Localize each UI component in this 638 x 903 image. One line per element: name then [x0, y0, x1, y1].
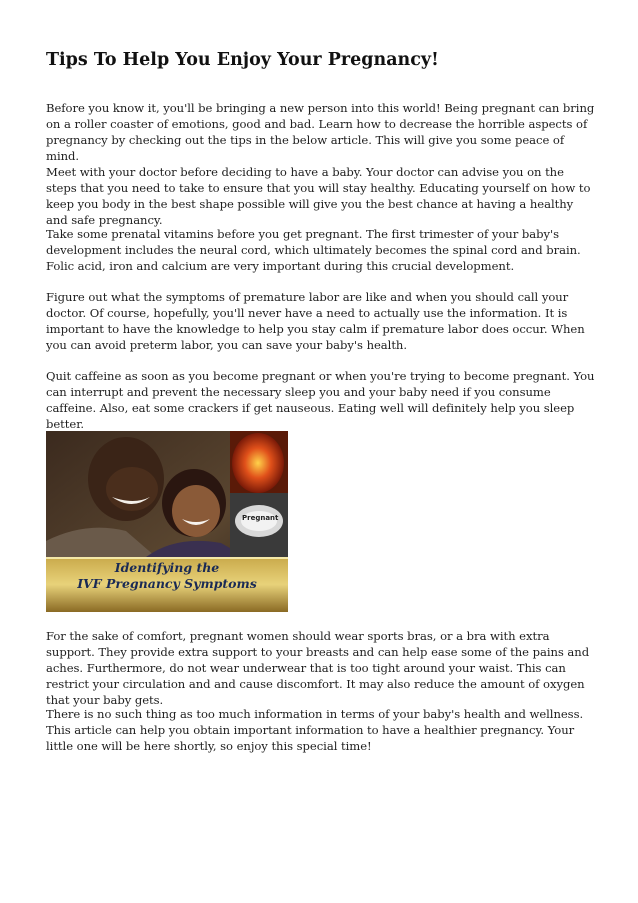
pregnancy-test-label: Pregnant: [242, 514, 279, 522]
paragraph-caffeine: Quit caffeine as soon as you become pregnant or when you're trying to become pregnant. You can interrupt and prevent the necessary sleep you and your baby need if you consume caffeine. Also, eat some crackers if get nauseous. Eating well will definitely help you sleep better.: [46, 369, 595, 431]
paragraph-conclusion: There is no such thing as too much information in terms of your baby's health and wellness. This article can help you obtain important information to have a healthier pregnancy. Your little one will be here shortly, so enjoy this special time!: [46, 707, 584, 753]
image-caption-line-1: Identifying the: [114, 560, 220, 575]
paragraph-sports-bras: For the sake of comfort, pregnant women should wear sports bras, or a bra with extra support. They provide extra support to your breasts and can help ease some of the pains and aches. Furthermore, do not wear underwear that is too tight around your waist. This can restrict your circulation and and cause discomfort. It may also reduce the amount of oxygen that your baby gets.: [46, 629, 590, 707]
page-title: Tips To Help You Enjoy Your Pregnancy!: [46, 50, 439, 70]
paragraph-vitamins: Take some prenatal vitamins before you get pregnant. The first trimester of your baby's development includes the neural cord, which ultimately becomes the spinal cord and brain. Folic acid, iron and calcium are very important during this crucial development.: [46, 227, 581, 273]
paragraph-doctor: Meet with your doctor before deciding to have a baby. Your doctor can advise you on the steps that you need to take to ensure that you will stay healthy. Educating yourself on how to keep you body in the best shape possible will give you the best chance at having a healthy and safe pregnancy.: [46, 165, 591, 227]
image-caption-line-2: IVF Pregnancy Symptoms: [77, 576, 257, 591]
paragraph-premature-labor: Figure out what the symptoms of premature labor are like and when you should call your doctor. Of course, hopefully, you'll never have a need to actually use the information. It is important to have the knowledge to help you stay calm if premature labor does occur. When you can avoid preterm labor, you can save your baby's health.: [46, 290, 585, 352]
article-image: [46, 431, 288, 612]
paragraph-intro: Before you know it, you'll be bringing a new person into this world! Being pregnant can bring on a roller coaster of emotions, good and bad. Learn how to decrease the horrible aspects of pregnancy by checking out the tips in the below article. This will give you some peace of mind.: [46, 101, 595, 163]
